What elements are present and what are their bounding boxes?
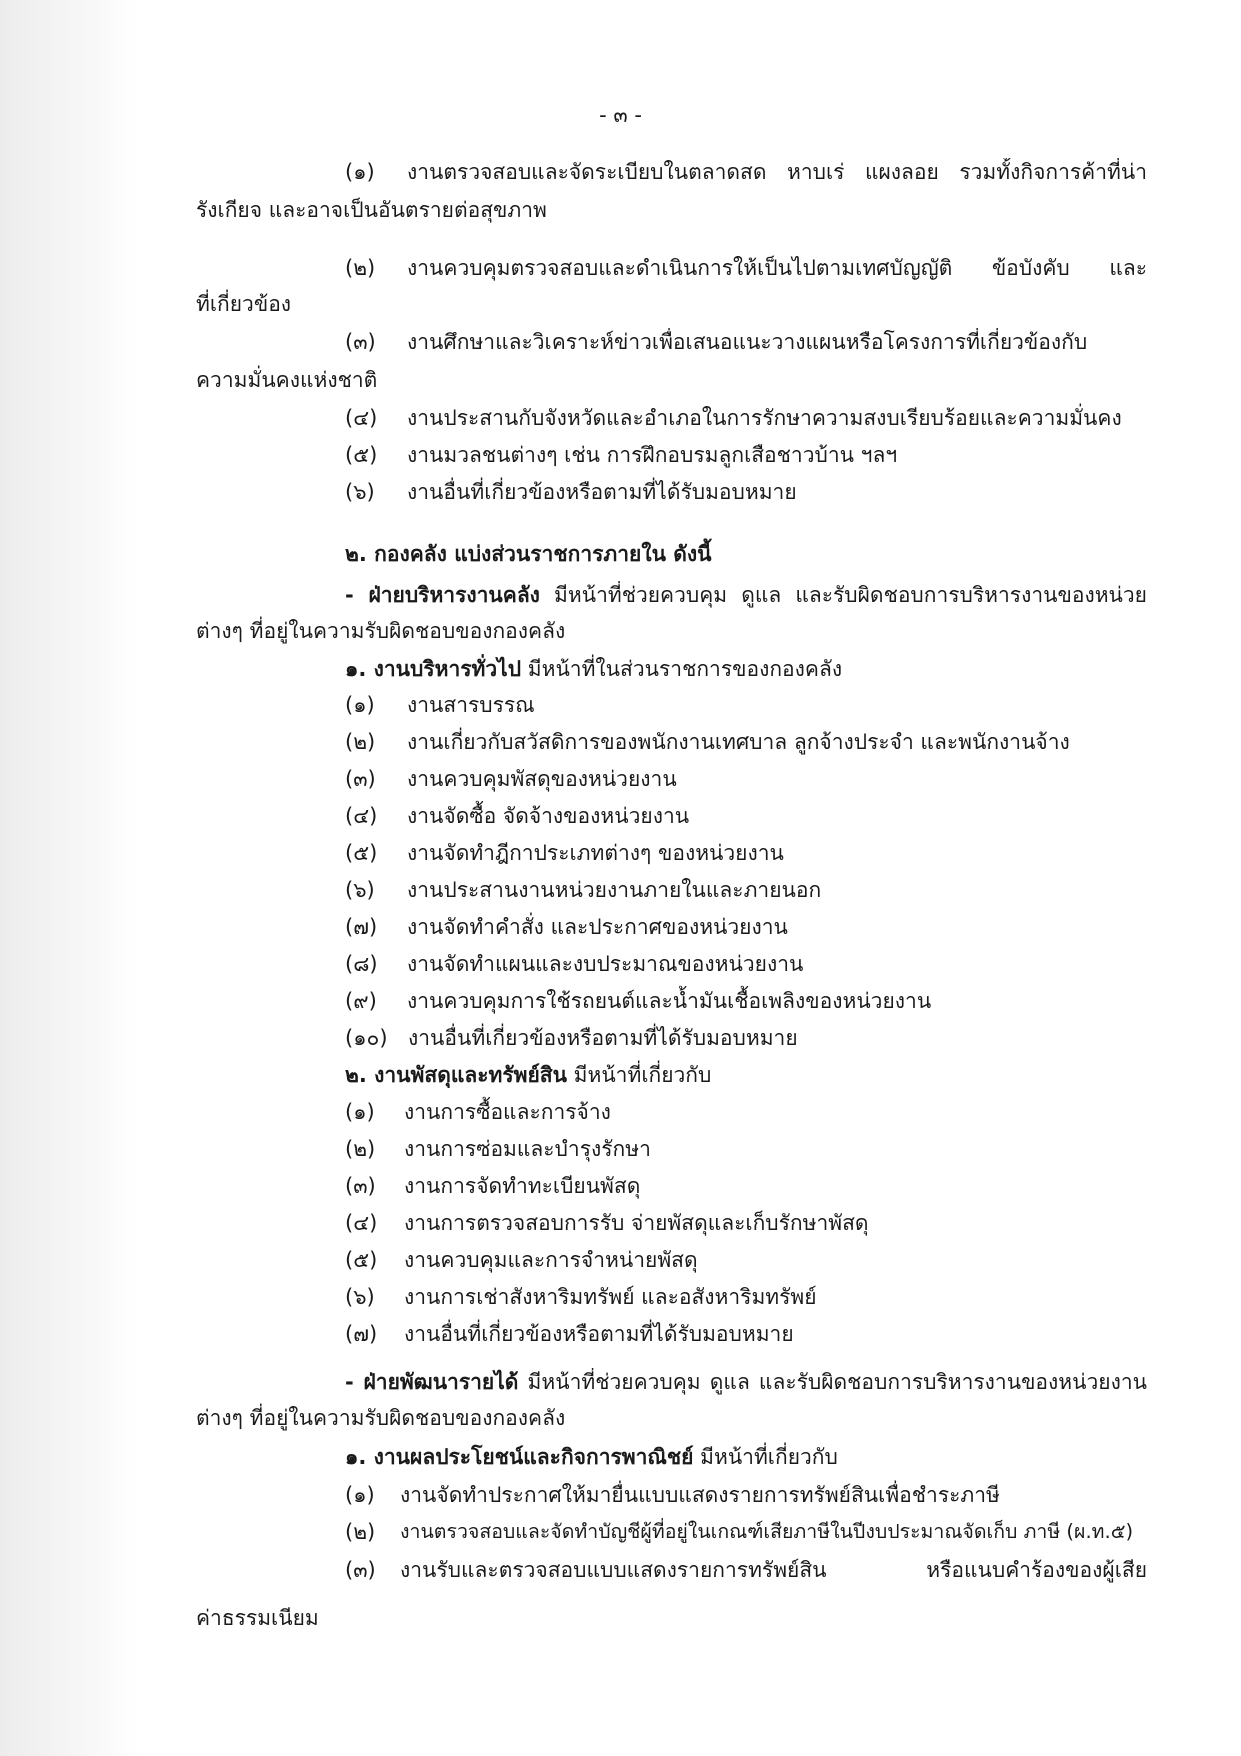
list-item-number: (๑) [345, 693, 375, 717]
list-item-number: (๔) [345, 1211, 378, 1235]
list-item-continuation: ค่าธรรมเนียม [196, 1606, 319, 1630]
section-heading: ๒. กองคลัง แบ่งส่วนราชการภายใน ดังนี้ [345, 542, 712, 566]
list-item-text: งานอื่นที่เกี่ยวข้องหรือตามที่ได้รับมอบหมาย [408, 1026, 798, 1050]
list-item-number: (๖) [345, 480, 375, 504]
division-description: - ฝ่ายพัฒนารายได้ มีหน้าที่ช่วยควบคุม ดูแล และรับผิดชอบการบริหารงานของหน่วยงาน [345, 1370, 1147, 1394]
list-item-text: งานศึกษาและวิเคราะห์ข่าวเพื่อเสนอแนะวางแผนหรือโครงการที่เกี่ยวข้องกับ [407, 330, 1088, 354]
list-item-continuation: ที่เกี่ยวข้อง [196, 292, 292, 316]
list-item-number: (๖) [345, 1285, 375, 1309]
page-number: - ๓ - [599, 103, 642, 127]
list-item-number: (๒) [345, 1520, 376, 1544]
subsection-heading: ๑. งานผลประโยชน์และกิจการพาณิชย์ มีหน้าที่เกี่ยวกับ [345, 1445, 838, 1469]
list-item-number: (๓) [345, 330, 376, 354]
list-item-text: งานจัดทำแผนและงบประมาณของหน่วยงาน [407, 952, 804, 976]
division-description-continuation: ต่างๆ ที่อยู่ในความรับผิดชอบของกองคลัง [196, 1406, 566, 1430]
list-item-text: งานการซ่อมและบำรุงรักษา [404, 1137, 651, 1161]
list-item-text: งานการเช่าสังหาริมทรัพย์ และอสังหาริมทรัพย์ [404, 1285, 817, 1309]
list-item-text: งานตรวจสอบและจัดทำบัญชีผู้ที่อยู่ในเกณฑ์เสียภาษีในปีงบประมาณจัดเก็บ ภาษี (ผ.ท.๕) [400, 1520, 1134, 1543]
list-item-number: (๕) [345, 443, 378, 467]
list-item-text: งานการตรวจสอบการรับ จ่ายพัสดุและเก็บรักษาพัสดุ [404, 1211, 869, 1235]
list-item-number: (๗) [345, 1322, 378, 1346]
division-title: - ฝ่ายบริหารงานคลัง [345, 583, 540, 607]
list-item-number: (๕) [345, 841, 378, 865]
list-item-text: งานจัดทำคำสั่ง และประกาศของหน่วยงาน [407, 915, 788, 939]
list-item-number: (๒) [345, 1137, 376, 1161]
list-item-number: (๔) [345, 406, 378, 430]
list-item-number: (๘) [345, 952, 378, 976]
list-item-number: (๓) [345, 767, 376, 791]
list-item-number: (๒) [345, 256, 376, 280]
subsection-heading: ๑. งานบริหารทั่วไป มีหน้าที่ในส่วนราชการของกองคลัง [345, 657, 843, 681]
list-item-text: งานจัดทำประกาศให้มายื่นแบบแสดงรายการทรัพย์สินเพื่อชำระภาษี [400, 1483, 1000, 1507]
list-item-number: (๕) [345, 1248, 378, 1272]
list-item-text: งานการซื้อและการจ้าง [404, 1100, 611, 1124]
list-item-text: งานการจัดทำทะเบียนพัสดุ [404, 1174, 641, 1198]
list-item-text: งานเกี่ยวกับสวัสดิการของพนักงานเทศบาล ลูกจ้างประจำ และพนักงานจ้าง [407, 730, 1070, 754]
list-item-number: (๔) [345, 804, 378, 828]
list-item-text: งานจัดทำฎีกาประเภทต่างๆ ของหน่วยงาน [407, 841, 784, 865]
list-item-text: งานควบคุมพัสดุของหน่วยงาน [407, 767, 677, 791]
division-title: - ฝ่ายพัฒนารายได้ [345, 1370, 519, 1394]
list-item-number: (๑) [345, 1483, 375, 1507]
list-item-number: (๑) [345, 1100, 375, 1124]
division-description: - ฝ่ายบริหารงานคลัง มีหน้าที่ช่วยควบคุม ดูแล และรับผิดชอบการบริหารงานของหน่วย [345, 583, 1147, 607]
list-item-text: งานประสานงานหน่วยงานภายในและภายนอก [407, 878, 822, 902]
subsection-title: ๒. งานพัสดุและทรัพย์สิน [345, 1063, 567, 1087]
list-item-text: งานประสานกับจังหวัดและอำเภอในการรักษาความสงบเรียบร้อยและความมั่นคง [407, 406, 1122, 430]
list-item-text: งานสารบรรณ [407, 693, 535, 717]
list-item-text: งานควบคุมการใช้รถยนต์และน้ำมันเชื้อเพลิงของหน่วยงาน [407, 989, 932, 1013]
list-item-number: (๗) [345, 915, 378, 939]
list-item-number: (๑) [345, 160, 375, 184]
list-item-number: (๓) [345, 1558, 376, 1582]
list-item-number: (๙) [345, 989, 377, 1013]
list-item-number: (๒) [345, 730, 376, 754]
list-item-continuation: รังเกียจ และอาจเป็นอันตรายต่อสุขภาพ [196, 198, 547, 222]
subsection-heading: ๒. งานพัสดุและทรัพย์สิน มีหน้าที่เกี่ยวกับ [345, 1063, 712, 1087]
list-item-text: งานควบคุมตรวจสอบและดำเนินการให้เป็นไปตามเทศบัญญัติ ข้อบังคับ และ [407, 256, 1147, 280]
list-item-text: งานตรวจสอบและจัดระเบียบในตลาดสด หาบเร่ แผงลอย รวมทั้งกิจการค้าที่น่า [407, 160, 1147, 184]
subsection-title: ๑. งานผลประโยชน์และกิจการพาณิชย์ [345, 1445, 694, 1469]
subsection-title: ๑. งานบริหารทั่วไป [345, 657, 522, 681]
list-item-text: งานควบคุมและการจำหน่ายพัสดุ [404, 1248, 698, 1272]
list-item-text: งานจัดซื้อ จัดจ้างของหน่วยงาน [407, 804, 690, 828]
list-item-number: (๑๐) [345, 1026, 388, 1050]
list-item-text: งานอื่นที่เกี่ยวข้องหรือตามที่ได้รับมอบหมาย [404, 1322, 794, 1346]
list-item-continuation: ความมั่นคงแห่งชาติ [196, 368, 378, 392]
list-item-number: (๖) [345, 878, 375, 902]
list-item-text: งานรับและตรวจสอบแบบแสดงรายการทรัพย์สิน หรือแนบคำร้องของผู้เสีย [400, 1558, 1147, 1582]
scan-shadow [0, 0, 140, 1756]
list-item-text: งานอื่นที่เกี่ยวข้องหรือตามที่ได้รับมอบหมาย [407, 480, 797, 504]
list-item-text: งานมวลชนต่างๆ เช่น การฝึกอบรมลูกเสือชาวบ้าน ฯลฯ [407, 443, 898, 467]
division-description-continuation: ต่างๆ ที่อยู่ในความรับผิดชอบของกองคลัง [196, 619, 566, 643]
list-item-number: (๓) [345, 1174, 376, 1198]
